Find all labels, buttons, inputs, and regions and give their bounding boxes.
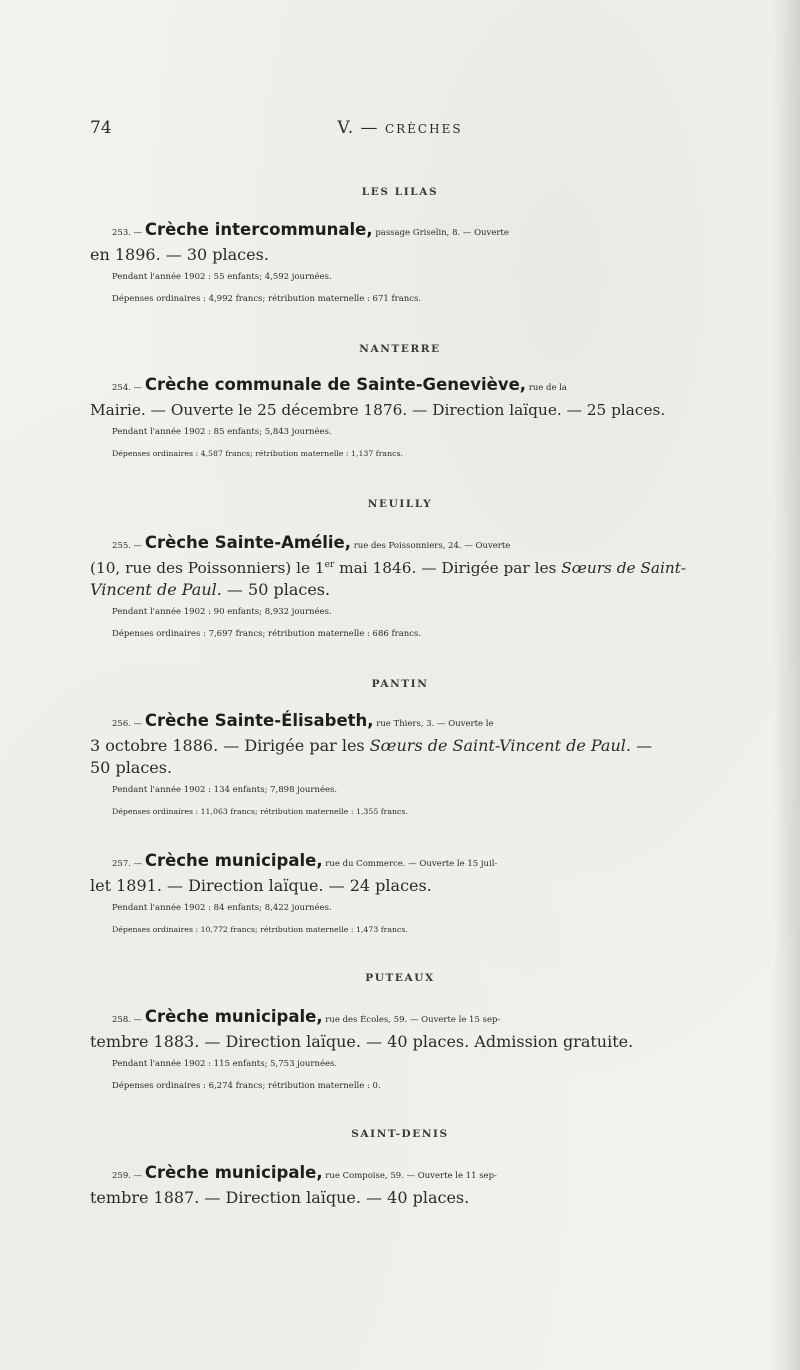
entry-line (90, 374, 710, 399)
entry-line (90, 1006, 710, 1031)
entry-254 (90, 374, 710, 465)
entry-dash: — (130, 719, 145, 729)
creche-name: Crèche Sainte-Amélie, (144, 533, 352, 552)
entry-dash: — (130, 383, 145, 393)
entry-257 (90, 850, 710, 941)
section-heading-nanterre: NANTERRE (359, 343, 441, 355)
entry-dash: — (130, 859, 145, 869)
entry-expenses: Dépenses ordinaires : 4,992 francs; rétribution maternelle : 671 francs. (112, 294, 422, 304)
entry-address: rue du Commerce. — Ouverte le 15 juil- (325, 859, 498, 869)
entry-stats: Pendant l'année 1902 : 90 enfants; 8,932 journées. (112, 607, 332, 617)
entry-dash: — (130, 228, 145, 238)
entry-253 (90, 219, 710, 310)
entry-line (90, 219, 710, 244)
ordinal-superscript: er (324, 559, 335, 570)
entry-expenses: Dépenses ordinaires : 11,063 francs; rétribution maternelle : 1,355 francs. (112, 807, 408, 816)
entry-stats: Pendant l'année 1902 : 134 enfants; 7,898 journées. (112, 785, 338, 795)
creche-name: Crèche municipale, (144, 851, 323, 870)
entry-number: 256. (112, 719, 131, 729)
entry-number: 258. (112, 1015, 131, 1025)
entry-255 (90, 532, 710, 645)
entry-line: tembre 1883. — Direction laïque. — 40 places. Admission gratuite. (90, 1032, 634, 1051)
entry-number: 257. (112, 859, 131, 869)
entry-line: 50 places. (90, 758, 173, 777)
section-heading-neuilly: NEUILLY (367, 498, 433, 510)
entry-text: 3 octobre 1886. — Dirigée par les (90, 736, 370, 755)
entry-line (90, 850, 710, 875)
page-edge-shadow (772, 0, 800, 1370)
entry-259 (90, 1162, 710, 1209)
entry-address: rue Compoise, 59. — Ouverte le 11 sep- (325, 1171, 497, 1181)
entry-address: rue des Poissonniers, 24. — Ouverte (353, 541, 511, 551)
entry-line (90, 1162, 710, 1187)
entry-text: (10, rue des Poissonniers) le 1 (90, 559, 325, 577)
entry-stats: Pendant l'année 1902 : 85 enfants; 5,843 journées. (112, 427, 332, 437)
entry-256 (90, 710, 710, 823)
entry-dash: — (130, 541, 145, 551)
entry-line (90, 710, 710, 735)
entry-dash: — (130, 1015, 145, 1025)
creche-name: Crèche communale de Sainte-Geneviève, (144, 375, 527, 394)
entry-line (90, 557, 710, 579)
entry-address: rue des Écoles, 59. — Ouverte le 15 sep- (325, 1015, 501, 1025)
entry-line: tembre 1887. — Direction laïque. — 40 places. (90, 1188, 470, 1207)
entry-number: 259. (112, 1171, 131, 1181)
running-title-prefix: V. — (337, 118, 385, 138)
section-heading-saint-denis: SAINT-DENIS (351, 1128, 449, 1140)
entry-dash: — (130, 1171, 145, 1181)
creche-name: Crèche municipale, (144, 1163, 323, 1182)
section-heading-pantin: PANTIN (371, 678, 429, 690)
order-name-italic: Sœurs de Saint-Vincent de Paul. (369, 736, 631, 755)
entry-address: rue de la (528, 383, 567, 393)
running-head (90, 118, 710, 142)
entry-line: Mairie. — Ouverte le 25 décembre 1876. — Direction laïque. — 25 places. (90, 401, 666, 419)
creche-name: Crèche municipale, (144, 1007, 323, 1026)
entry-stats: Pendant l'année 1902 : 115 enfants; 5,753 journées. (112, 1059, 338, 1069)
entry-line (90, 735, 710, 757)
entry-expenses: Dépenses ordinaires : 6,274 francs; rétribution maternelle : 0. (112, 1081, 381, 1091)
entry-line: en 1896. — 30 places. (90, 245, 269, 264)
running-title-word: CRÈCHES (384, 122, 463, 136)
creche-name: Crèche Sainte-Élisabeth, (144, 711, 374, 730)
entry-address: rue Thiers, 3. — Ouverte le (376, 719, 494, 729)
entry-stats: Pendant l'année 1902 : 84 enfants; 8,422 journées. (112, 903, 332, 913)
entry-expenses: Dépenses ordinaires : 4,587 francs; rétribution maternelle : 1,137 francs. (112, 449, 403, 458)
entry-line (90, 579, 710, 601)
page-number: 74 (90, 118, 112, 138)
section-heading-puteaux: PUTEAUX (365, 972, 435, 984)
entry-number: 254. (112, 383, 131, 393)
entry-address: passage Griselin, 8. — Ouverte (375, 228, 509, 238)
entry-number: 255. (112, 541, 131, 551)
entry-expenses: Dépenses ordinaires : 10,772 francs; rétribution maternelle : 1,473 francs. (112, 925, 408, 934)
entry-text: mai 1846. — Dirigée par les (334, 559, 562, 577)
entry-line: let 1891. — Direction laïque. — 24 places. (90, 876, 432, 895)
entry-line (90, 532, 710, 557)
creche-name: Crèche intercommunale, (144, 220, 373, 239)
order-name-italic: Vincent de Paul. (90, 580, 222, 599)
entry-258 (90, 1006, 710, 1097)
order-name-italic: Sœurs de Saint- (561, 559, 687, 577)
entry-text: — (630, 736, 653, 755)
entry-text: — 50 places. (221, 580, 331, 599)
entry-number: 253. (112, 228, 131, 238)
entry-expenses: Dépenses ordinaires : 7,697 francs; rétribution maternelle : 686 francs. (112, 629, 422, 639)
running-title (90, 118, 710, 138)
entry-stats: Pendant l'année 1902 : 55 enfants; 4,592 journées. (112, 272, 332, 282)
section-heading-les-lilas: LES LILAS (361, 186, 439, 198)
